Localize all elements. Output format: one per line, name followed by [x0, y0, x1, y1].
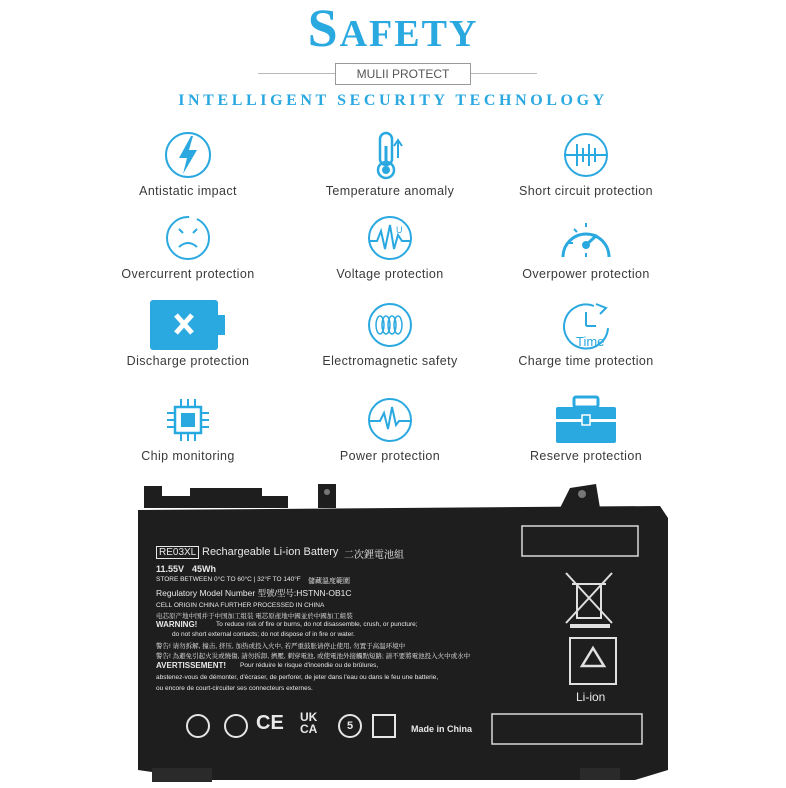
svg-text:U: U — [396, 225, 403, 235]
feature-antistatic — [88, 130, 288, 198]
feature-label: Chip monitoring — [141, 449, 235, 463]
battery-warning-2: do not short external contacts; do not dispose of in fire or water. — [172, 631, 355, 638]
feature-label: Power protection — [339, 449, 441, 463]
battery-origin-cn: 电芯原产地中国并于中国加工组装 電芯原產地中國並於中國加工組裝 — [156, 613, 353, 620]
cert-mark-icon — [224, 714, 248, 738]
ukca-mark-icon: UK CA — [300, 710, 318, 736]
battery-image — [130, 478, 670, 783]
feature-chip — [88, 395, 288, 463]
battery-cn-line-1: 警告! 请勿拆解, 撞击, 挤压, 加热或投入火中, 若严重鼓胀请停止使用, 勿置于高温环境中 — [156, 643, 406, 650]
feature-label: Antistatic impact — [139, 184, 237, 198]
battery-origin: CELL ORIGIN CHINA FURTHER PROCESSED IN CHINA — [156, 602, 325, 609]
battery-avert-1: Pour réduire le risque d'incendie ou de brûlures, — [240, 662, 379, 669]
feature-label: Overcurrent protection — [121, 267, 255, 281]
recycle-5-icon: 5 — [338, 714, 362, 738]
brand-label: MULII PROTECT — [335, 63, 471, 85]
cert-mark-icon — [186, 714, 210, 738]
feature-discharge — [88, 300, 288, 368]
feature-label: Temperature anomaly — [325, 184, 455, 198]
battery-voltage: 11.55V — [156, 564, 185, 574]
rcm-mark-icon — [372, 714, 396, 738]
battery-made-in: Made in China — [411, 724, 473, 734]
battery-avert-3: ou encore de court-circuiter ses connecteurs externes. — [156, 685, 313, 692]
sad-gauge-icon — [163, 213, 213, 263]
clock-icon — [556, 300, 616, 350]
feature-label: Overpower protection — [522, 267, 650, 281]
battery-storage-cn: 儲藏溫度範圍 — [308, 578, 350, 585]
feature-overpower — [486, 213, 686, 281]
feature-temperature — [290, 130, 490, 198]
battery-capacity: 45Wh — [192, 564, 217, 574]
feature-label: Voltage protection — [336, 267, 444, 281]
lightning-icon — [163, 130, 213, 180]
battery-avert-title: AVERTISSEMENT! — [156, 661, 227, 670]
feature-electromagnetic — [290, 300, 490, 368]
battery-warning-title: WARNING! — [156, 620, 198, 629]
speedometer-icon — [557, 213, 615, 263]
divider-left — [258, 73, 335, 74]
feature-overcurrent — [88, 213, 288, 281]
battery-storage: STORE BETWEEN 0°C TO 60°C | 32°F TO 140°F — [156, 576, 301, 583]
ce-mark-icon: CE — [256, 712, 284, 734]
battery-chemistry: Li-ion — [576, 690, 606, 704]
feature-short-circuit — [486, 130, 686, 198]
voltage-wave-icon — [365, 213, 415, 263]
battery-cn-line-2: 警告! 為避免引起火災或燒傷, 請勿拆卸, 擠壓, 刺穿電池, 或使電池外接觸點短路; 請不要將電池投入火中或水中 — [156, 653, 471, 660]
battery-model: RE03XL — [156, 546, 199, 559]
battery-type: Rechargeable Li-ion Battery — [202, 546, 339, 558]
feature-label: Short circuit protection — [519, 184, 653, 198]
feature-voltage — [290, 213, 490, 281]
page-title: Safety — [307, 0, 479, 58]
battery-x-icon — [150, 300, 226, 350]
battery-avert-2: abstenez-vous de démonter, d'écraser, de perforer, de jeter dans l'eau ou dans le feu une batterie, — [156, 674, 439, 681]
battery-type-cn: 二次鋰電池組 — [344, 550, 404, 561]
feature-label: Electromagnetic safety — [322, 354, 458, 368]
chip-icon — [163, 395, 213, 445]
feature-power — [290, 395, 490, 463]
toolbox-icon — [554, 395, 618, 445]
pulse-icon — [365, 395, 415, 445]
feature-label: Reserve protection — [529, 449, 643, 463]
battery-warning-1: To reduce risk of fire or burns, do not disassemble, crush, or puncture; — [216, 621, 418, 628]
feature-label: Charge time protection — [518, 354, 654, 368]
clock-icon-text: Time — [576, 334, 605, 349]
coil-icon — [365, 300, 415, 350]
feature-reserve — [486, 395, 686, 463]
short-circuit-icon — [561, 130, 611, 180]
battery-regulatory: Regulatory Model Number 型號/型号:HSTNN-OB1C — [156, 588, 352, 598]
feature-label: Discharge protection — [126, 354, 250, 368]
thermometer-icon — [365, 130, 415, 180]
divider-right — [469, 73, 537, 74]
subtitle: INTELLIGENT SECURITY TECHNOLOGY — [178, 92, 608, 109]
feature-charge-time — [486, 300, 686, 368]
